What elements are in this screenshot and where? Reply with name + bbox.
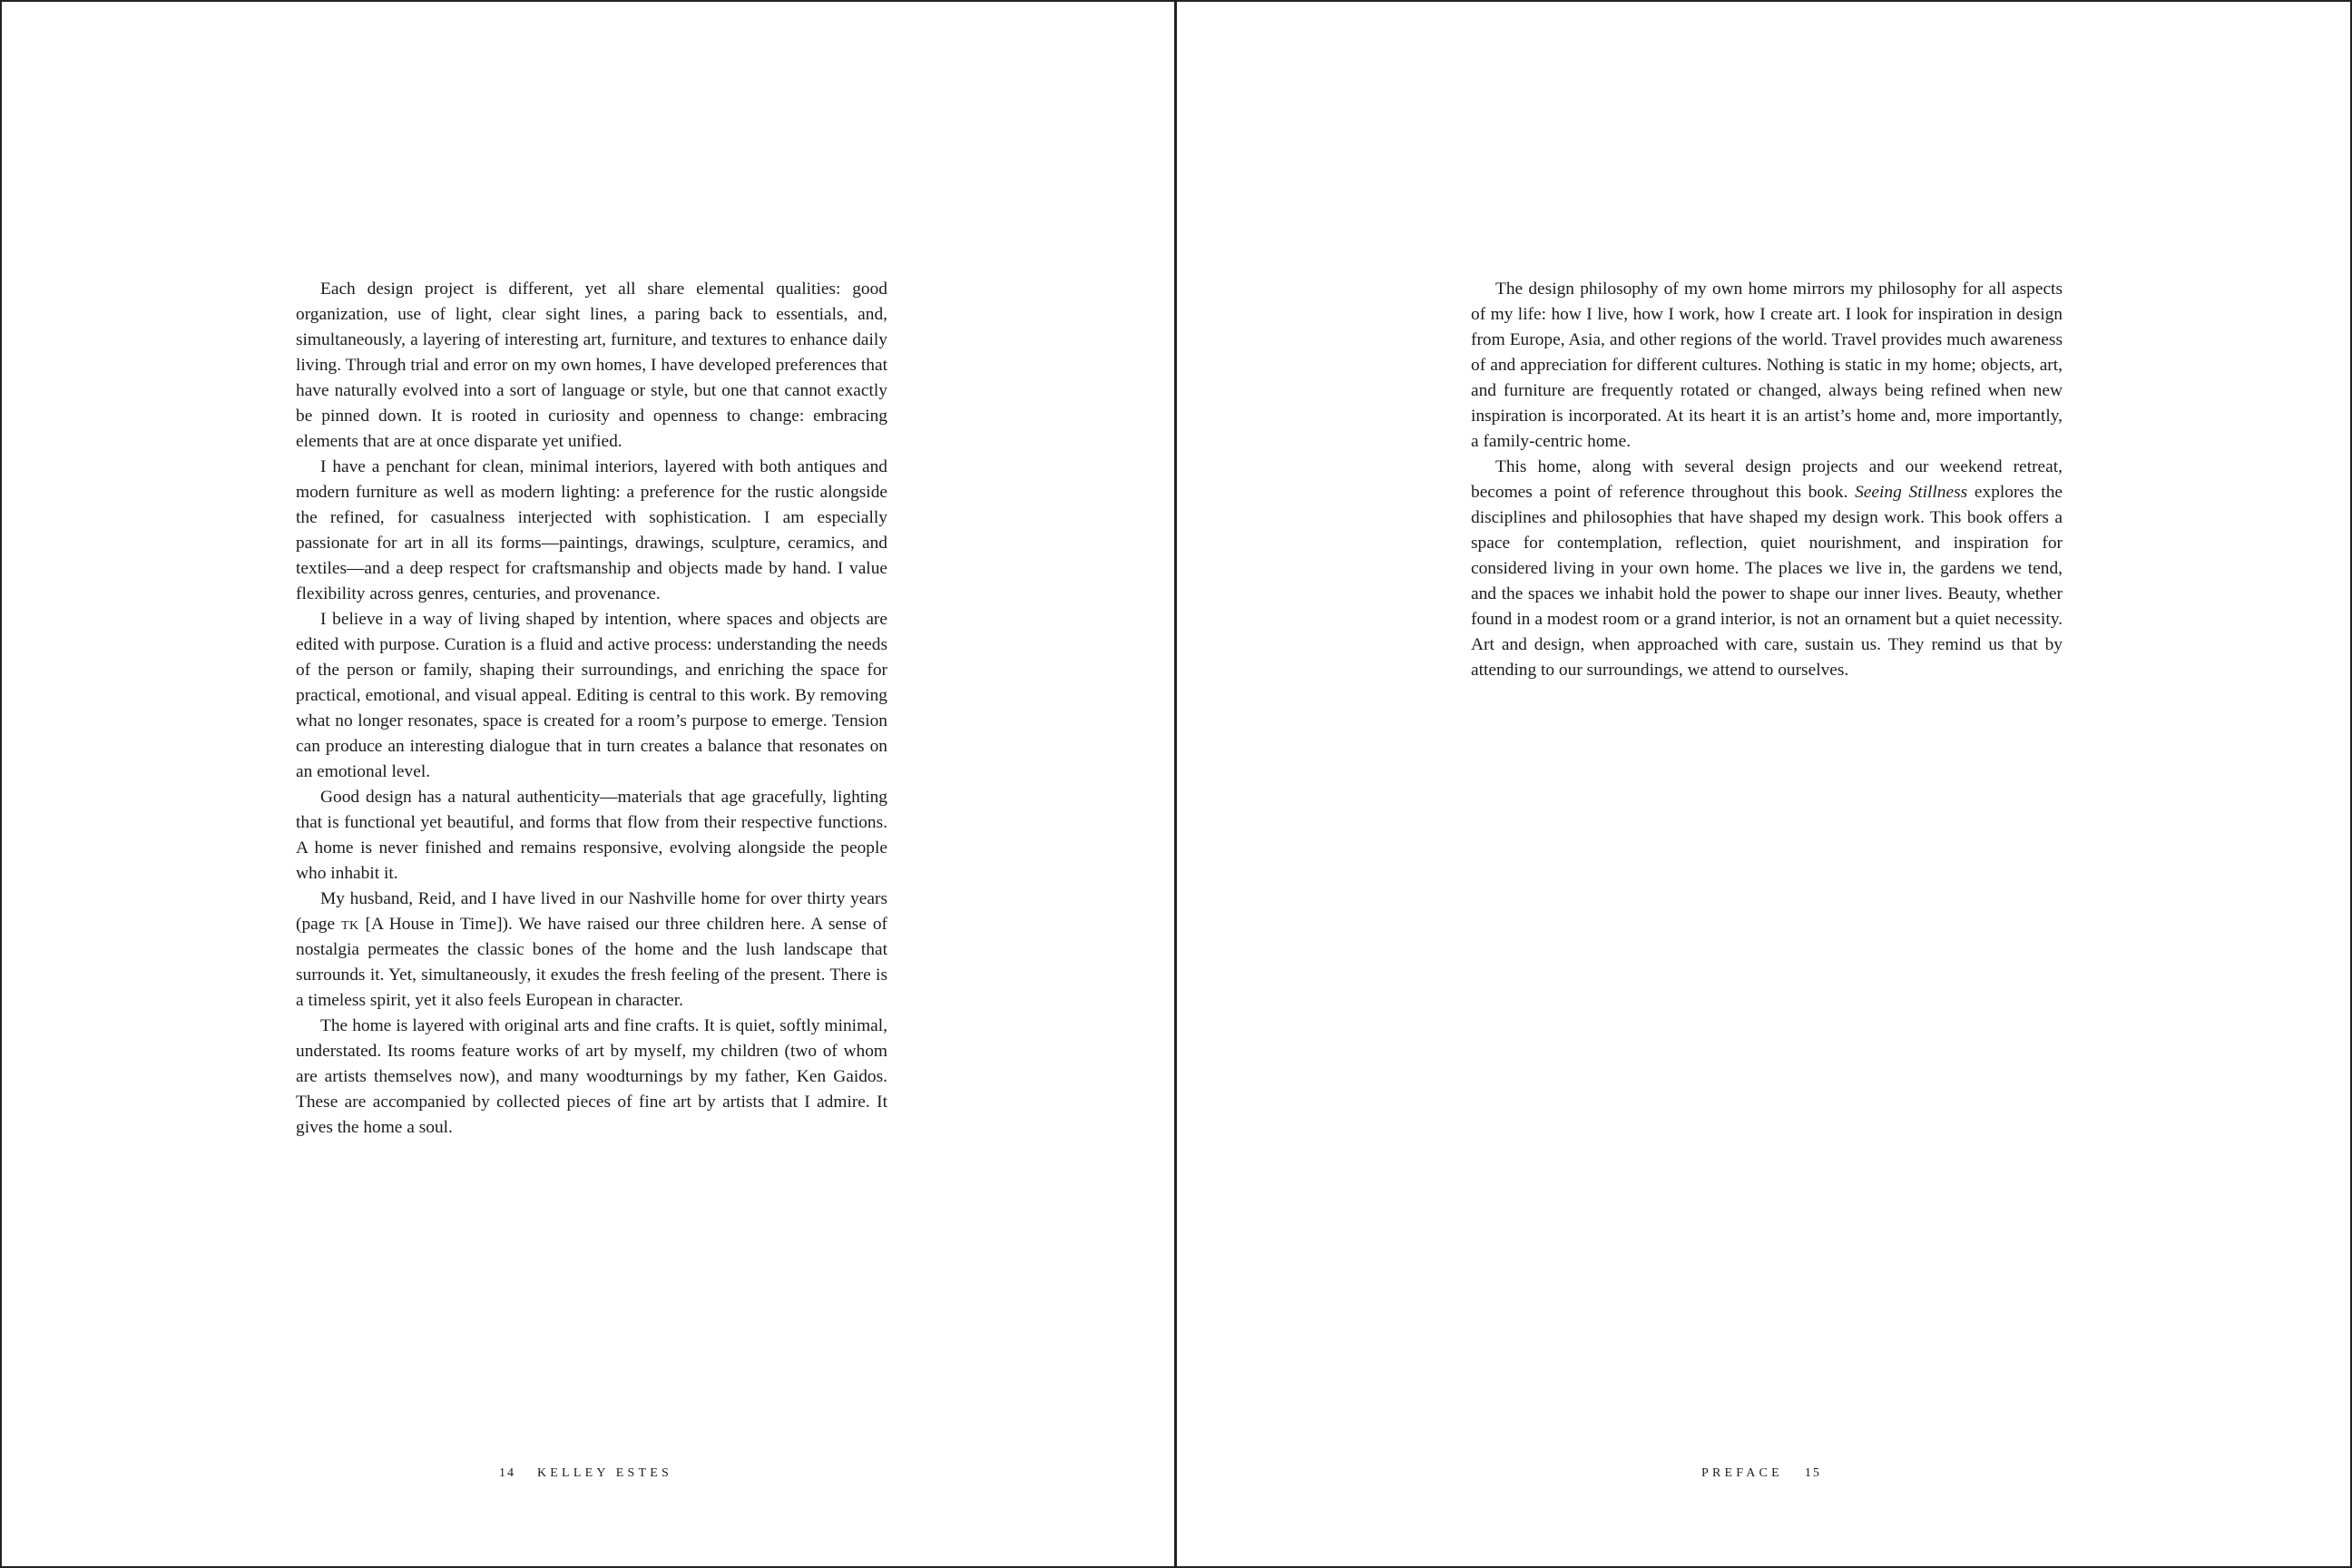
running-head-author: KELLEY ESTES <box>537 1466 673 1480</box>
right-body-text <box>1471 277 2063 683</box>
running-head-section: PREFACE <box>1701 1466 1783 1480</box>
paragraph-5-end: [A House in Time]). We have raised our three children here. A sense of nostalgia permeates the classic bones of the home and the lush landscape that surrounds it. Yet, simultaneously, it exudes the fresh feeling of the present. There is a timeless spirit, yet it also feels European in character. <box>296 915 887 1010</box>
paragraph-5-start: My husband, Reid, and I have lived in our Nashville home for over thirty years (page <box>296 889 887 934</box>
tk-placeholder: tk <box>340 915 359 934</box>
paragraph-3: I believe in a way of living shaped by intention, where spaces and objects are edited with purpose. Curation is a fluid and active process: understanding the needs of the person or family, shaping their surroundings, and enriching the space for practical, emotional, and visual appeal. Editing is central to this work. By removing what no longer resonates, space is created for a room’s purpose to emerge. Tension can produce an interesting dialogue that in turn creates a balance that resonates on an emotional level. <box>296 610 887 781</box>
right-footer <box>1701 1466 1821 1481</box>
page-number-left: 14 <box>499 1466 515 1480</box>
paragraph-8-start: This home, along with several design projects and our weekend retreat, becomes a point of reference throughout this book. <box>1471 457 2063 502</box>
book-title: Seeing Stillness <box>1855 483 1968 502</box>
paragraph-6: The home is layered with original arts and fine crafts. It is quiet, softly minimal, understated. Its rooms feature works of art by myself, my children (two of whom are artists themselves now), and many woodturnings by my father, Ken Gaidos. These are accompanied by collected pieces of fine art by artists that I admire. It gives the home a soul. <box>296 1016 887 1137</box>
left-footer <box>499 1466 672 1481</box>
right-page <box>1175 0 2352 1568</box>
page-number-right: 15 <box>1804 1466 1821 1480</box>
left-body-text <box>296 277 887 1141</box>
paragraph-4: Good design has a natural authenticity—materials that age gracefully, lighting that is functional yet beautiful, and forms that flow from their respective functions. A home is never finished and remains responsive, evolving alongside the people who inhabit it. <box>296 788 887 883</box>
paragraph-2: I have a penchant for clean, minimal interiors, layered with both antiques and modern furniture as well as modern lighting: a preference for the rustic alongside the refined, for casualness interjected with sophistication. I am especially passionate for art in all its forms—paintings, drawings, sculpture, ceramics, and textiles—and a deep respect for craftsmanship and objects made by hand. I value flexibility across genres, centuries, and provenance. <box>296 457 887 603</box>
paragraph-8-end: explores the disciplines and philosophies that have shaped my design work. This book offers a space for contemplation, reflection, quiet nourishment, and inspiration for considered living in your own home. The places we live in, the gardens we tend, and the spaces we inhabit hold the power to shape our inner lives. Beauty, whether found in a modest room or a grand interior, is not an ornament but a quiet necessity. Art and design, when approached with care, sustain us. They remind us that by attending to our surroundings, we attend to ourselves. <box>1471 483 2063 680</box>
paragraph-7: The design philosophy of my own home mirrors my philosophy for all aspects of my life: how I live, how I work, how I create art. I look for inspiration in design from Europe, Asia, and other regions of the world. Travel provides much awareness of and appreciation for different cultures. Nothing is static in my home; objects, art, and furniture are frequently rotated or changed, always being refined when new inspiration is incorporated. At its heart it is an artist’s home and, more importantly, a family-centric home. <box>1471 279 2063 451</box>
paragraph-5 <box>296 887 887 1014</box>
paragraph-1: Each design project is different, yet all share elemental qualities: good organization, use of light, clear sight lines, a paring back to essentials, and, simultaneously, a layering of interesting art, furniture, and textures to enhance daily living. Through trial and error on my own homes, I have developed preferences that have naturally evolved into a sort of language or style, but one that cannot exactly be pinned down. It is rooted in curiosity and openness to change: embracing elements that are at once disparate yet unified. <box>296 279 887 451</box>
paragraph-8 <box>1471 455 2063 683</box>
